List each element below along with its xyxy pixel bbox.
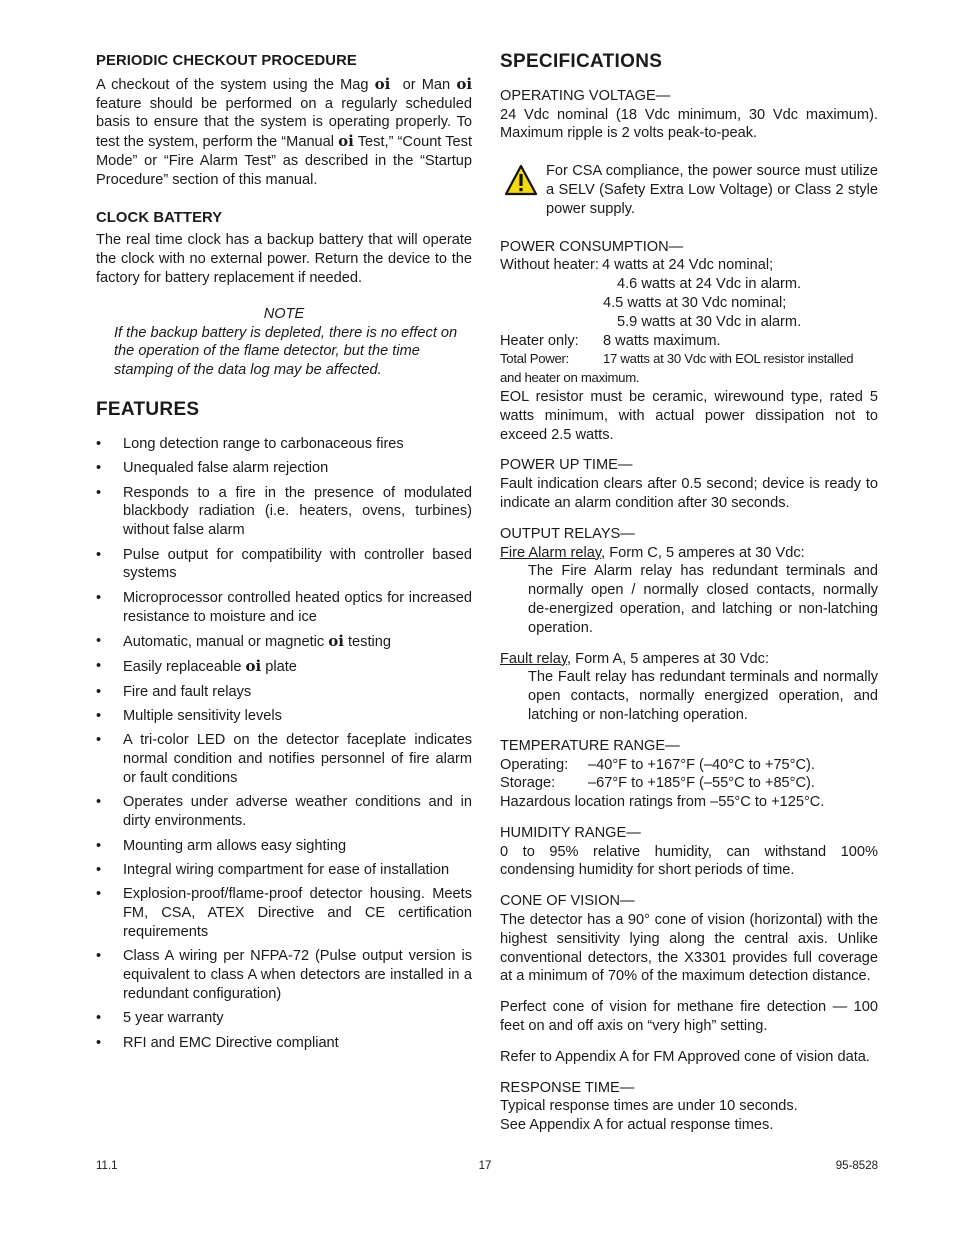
features-heading: FEATURES <box>96 398 200 420</box>
list-item: • Pulse output for compatibility with controller based systems <box>96 546 472 582</box>
list-item: • Class A wiring per NFPA-72 (Pulse output version is equivalent to class A when detectors are installed in a redundant configuration) <box>96 948 472 1002</box>
features-list <box>96 435 472 1053</box>
list-item: • Integral wiring compartment for ease of installation <box>96 862 450 879</box>
right-column: SPECIFICATIONS OPERATING VOLTAGE— 24 Vdc nominal (18 Vdc minimum, 30 Vdc maximum). Maximum ripple is 2 volts peak-to-peak. For CSA compliance, the power source must utilize a SELV (Safety Extra Low Voltage) or Class 2 style power supply. POWER CONSUMPTION— Without heater: 4 watts at 24 Vdc nominal; 4.6 watts at 24 Vdc in alarm. 4.5 watts at 30 Vdc nominal; 5.9 watts at 30 Vdc in alarm. Heater only: 8 watts maximum. Total Power: 17 watts at 30 Vdc with EOL resistor installed and heater on maximum. EOL resistor must be ceramic, wirewound type, rated 5 watts minimum, with actual power dissipation not to exceed 2.5 watts. POWER UP TIME— Fault indication clears after 0.5 second; device is ready to indicate an alarm condition after 30 seconds. OUTPUT RELAYS— Fire Alarm relay, Form C, 5 amperes at 30 Vdc: The Fire Alarm relay has redundant terminals and normally open / normally closed contacts, normally de-energized operation, and latching or non-latching operation. Fault relay, Form A, 5 amperes at 30 Vdc: The Fault relay has redundant terminals and normally open contacts, normally energized operation, and latching or non-latching operation. TEMPERATURE RANGE— Operating: –40°F to +167°F (–40°C to +75°C). Storage: –67°F to +185°F (–55°C to +85°C). Hazardous location ratings from –55°C to +125°C. HUMIDITY RANGE— 0 to 95% relative humidity, can withstand 100% condensing humidity for short periods of time. CONE OF VISION— The detector has a 90° cone of vision (horizontal) with the highest sensitivity lying along the central axis. Unlike conventional detectors, the X3301 provides full coverage at a minimum of 70% of the maximum detection distance. Perfect cone of vision for methane fire detection — 100 feet on and off axis on “very high” setting. Refer to Appendix A for FM Approved cone of vision data. RESPONSE TIME— Typical response times are under 10 seconds. See Appendix A for actual response times. <box>500 51 878 1134</box>
cone-text: The detector has a 90° cone of vision (horizontal) with the highest sensitivity lying along the central axis. Unlike conventional detectors, the X3301 provides full coverage at a minimum of 70% of the maximum detection distance. <box>500 912 878 985</box>
power-up-heading: POWER UP TIME— <box>500 457 633 474</box>
list-item: • Automatic, manual or magnetic oi testing <box>96 631 391 650</box>
list-item: • Long detection range to carbonaceous fires <box>96 435 404 452</box>
footer-revision: 11.1 <box>96 1160 118 1172</box>
list-item: • Fire and fault relays <box>96 683 252 700</box>
cone-text: Perfect cone of vision for methane fire detection — 100 feet on and off axis on “very high” setting. <box>500 999 878 1035</box>
note-text: If the backup battery is depleted, there is no effect on the operation of the flame detector, but the time stamping of the data log may be affected. <box>114 324 458 379</box>
periodic-checkout-text: A checkout of the system using the Mag oi or Man oi feature should be performed on a regularly scheduled basis to ensure that the system is operating properly. To test the system, perform the “Manual oi Test,” “Count Test Mode” or “Fire Alarm Test” as described in the “Startup Procedure” section of this manual. <box>96 74 473 188</box>
cone-text: Refer to Appendix A for FM Approved cone of vision data. <box>500 1048 870 1065</box>
output-relays-heading: OUTPUT RELAYS— <box>500 525 635 542</box>
list-item: • Multiple sensitivity levels <box>96 708 282 725</box>
clock-battery-text: The real time clock has a backup battery that will operate the clock with no external power. Return the device to the factory for battery replacement if needed. <box>96 232 472 286</box>
humidity-range-heading: HUMIDITY RANGE— <box>500 824 641 841</box>
power-row: Total Power: 17 watts at 30 Vdc with EOL resistor installed <box>500 351 854 367</box>
response-text: Typical response times are under 10 seconds. <box>500 1098 798 1115</box>
document-number: 95-8528 <box>835 1160 878 1172</box>
note-title: NOTE <box>263 305 305 322</box>
left-column <box>96 52 472 1058</box>
oi-symbol-icon: oi <box>374 74 391 93</box>
cone-of-vision-heading: CONE OF VISION— <box>500 893 635 910</box>
list-item: • Unequaled false alarm rejection <box>96 460 329 477</box>
csa-warning <box>500 162 878 218</box>
humidity-text: 0 to 95% relative humidity, can withstand 100% condensing humidity for short periods of time. <box>500 843 878 879</box>
operating-voltage-heading: OPERATING VOLTAGE— <box>500 87 671 104</box>
oi-symbol-icon: oi <box>245 657 262 676</box>
fire-relay-text: The Fire Alarm relay has redundant terminals and normally open / normally closed contacts, normally de-energized operation, and latching or non-latching operation. <box>528 563 878 636</box>
temperature-range-heading: TEMPERATURE RANGE— <box>500 737 680 754</box>
power-consumption-heading: POWER CONSUMPTION— <box>500 238 684 255</box>
clock-battery-heading: CLOCK BATTERY <box>96 209 223 226</box>
hazardous-text: Hazardous location ratings from –55°C to +125°C. <box>500 794 825 811</box>
csa-text: For CSA compliance, the power source must utilize a SELV (Safety Extra Low Voltage) or Class 2 style power supply. <box>546 163 878 217</box>
warning-triangle-icon <box>504 164 538 196</box>
power-up-text: Fault indication clears after 0.5 second; device is ready to indicate an alarm condition after 30 seconds. <box>500 476 878 511</box>
list-item: • Microprocessor controlled heated optics for increased resistance to moisture and ice <box>96 589 472 625</box>
power-row: Without heater: 4 watts at 24 Vdc nominal; <box>500 257 774 274</box>
page-number: 17 <box>478 1160 492 1172</box>
list-item: • A tri-color LED on the detector faceplate indicates normal condition and notifies personnel of fire alarm or fault conditions <box>96 732 472 787</box>
list-item: • RFI and EMC Directive compliant <box>96 1034 339 1051</box>
list-item: • Easily replaceable oi plate <box>96 657 297 676</box>
power-row: Heater only: 8 watts maximum. <box>500 332 721 349</box>
list-item: • Explosion-proof/flame-proof detector housing. Meets FM, CSA, ATEX Directive and CE certification requirements <box>96 886 472 940</box>
fire-relay-line: Fire Alarm relay, Form C, 5 amperes at 30 Vdc: <box>500 544 805 561</box>
fault-relay-text: The Fault relay has redundant terminals and normally open contacts, normally energized operation, and latching or non-latching operation. <box>528 669 878 723</box>
oi-symbol-icon: oi <box>338 132 354 151</box>
fault-relay-line: Fault relay, Form A, 5 amperes at 30 Vdc: <box>500 650 770 667</box>
list-item: • Responds to a fire in the presence of modulated blackbody radiation (i.e. heaters, ovens, turbines) without false alarm <box>96 484 472 539</box>
list-item: • 5 year warranty <box>96 1010 224 1027</box>
list-item: • Operates under adverse weather conditions and in dirty environments. <box>96 794 472 830</box>
response-time-heading: RESPONSE TIME— <box>500 1079 635 1096</box>
eol-text: EOL resistor must be ceramic, wirewound type, rated 5 watts minimum, with actual power dissipation not to exceed 2.5 watts. <box>500 388 878 443</box>
oi-symbol-icon: oi <box>328 631 344 650</box>
specifications-heading: SPECIFICATIONS <box>500 51 663 72</box>
oi-symbol-icon: oi <box>456 74 473 93</box>
periodic-checkout-heading: PERIODIC CHECKOUT PROCEDURE <box>96 53 357 69</box>
operating-voltage-text: 24 Vdc nominal (18 Vdc minimum, 30 Vdc maximum). Maximum ripple is 2 volts peak-to-peak. <box>500 106 878 142</box>
list-item: • Mounting arm allows easy sighting <box>96 837 347 854</box>
response-text: See Appendix A for actual response times. <box>500 1117 774 1134</box>
